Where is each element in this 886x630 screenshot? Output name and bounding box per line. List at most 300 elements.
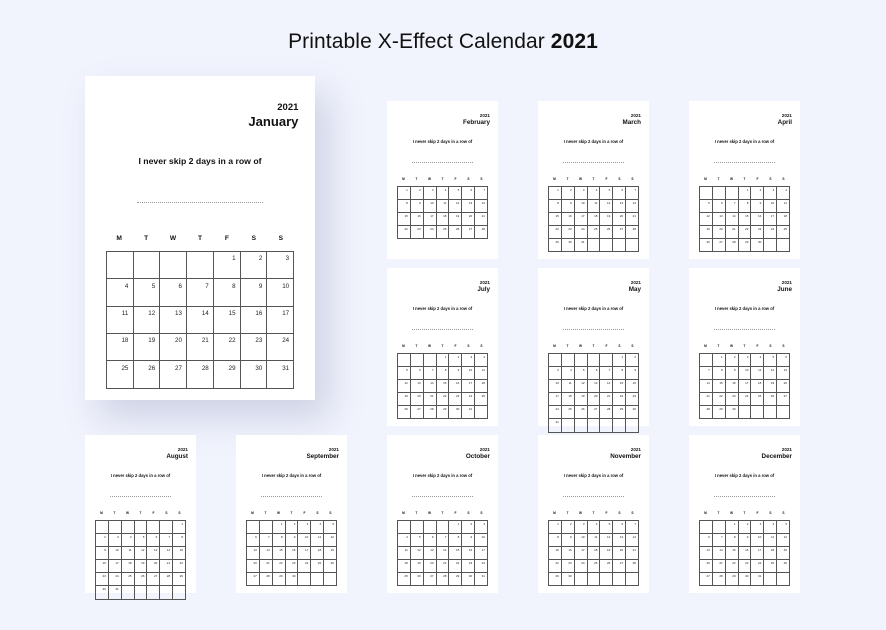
- day-cell: [449, 380, 462, 393]
- day-number: 11: [128, 547, 132, 552]
- day-cell: [260, 573, 273, 586]
- day-cell: [600, 406, 613, 419]
- day-cell: [777, 239, 790, 252]
- habit-goal-text: I never skip 2 days in a row of: [563, 306, 624, 311]
- day-number: 17: [304, 547, 309, 552]
- day-number: 1: [457, 521, 460, 526]
- day-number: 16: [568, 213, 572, 218]
- day-cell: [588, 239, 601, 252]
- day-cell: [241, 307, 268, 334]
- day-number: 11: [481, 367, 485, 372]
- goal-dotted-line: [714, 329, 775, 330]
- weekday-6: S: [278, 234, 283, 242]
- day-number: 4: [406, 534, 408, 539]
- day-cell: [96, 560, 109, 573]
- day-number: 8: [733, 534, 736, 539]
- day-number: 26: [783, 561, 787, 566]
- goal-dotted-line: [563, 496, 624, 497]
- weekday-2: W: [125, 511, 129, 515]
- day-number: 25: [317, 561, 322, 566]
- day-cell: [437, 187, 450, 200]
- day-number: 21: [732, 227, 736, 232]
- day-cell: [173, 586, 186, 599]
- day-number: 14: [481, 200, 485, 205]
- month-name: October: [465, 453, 490, 460]
- day-cell: [562, 560, 575, 573]
- weekday-2: W: [169, 234, 177, 242]
- weekday-4: F: [756, 344, 759, 348]
- day-cell: [187, 334, 214, 361]
- day-cell: [613, 239, 626, 252]
- day-number: 25: [757, 394, 762, 399]
- day-cell: [562, 393, 575, 406]
- day-number: 29: [555, 240, 559, 245]
- day-number: 9: [258, 282, 263, 290]
- day-cell: [613, 573, 626, 586]
- day-number: 26: [770, 394, 775, 399]
- day-cell: [411, 521, 424, 534]
- day-cell: [751, 560, 764, 573]
- day-cell: [214, 252, 241, 279]
- day-cell: [613, 560, 626, 573]
- day-cell: [462, 406, 475, 419]
- weekday-6: S: [631, 511, 634, 515]
- day-cell: [160, 521, 173, 534]
- day-cell: [764, 380, 777, 393]
- day-cell: [626, 226, 639, 239]
- day-number: 22: [443, 394, 447, 399]
- day-cell: [241, 361, 268, 388]
- year-label: 2021: [630, 447, 641, 452]
- weekday-0: M: [100, 511, 103, 515]
- day-cell: [107, 307, 134, 334]
- weekday-3: T: [290, 511, 293, 515]
- day-cell: [777, 534, 790, 547]
- day-cell: [96, 586, 109, 599]
- day-number: 4: [595, 521, 598, 526]
- weekday-2: W: [427, 177, 431, 181]
- weekday-header-row: [699, 512, 790, 515]
- weekday-3: T: [743, 344, 746, 348]
- weekday-2: W: [729, 344, 733, 348]
- day-grid: [699, 186, 790, 253]
- day-number: 7: [721, 534, 723, 539]
- day-number: 12: [330, 534, 334, 539]
- day-number: 7: [483, 187, 485, 192]
- day-cell: [424, 380, 437, 393]
- day-cell: [575, 419, 588, 432]
- day-cell: [575, 393, 588, 406]
- day-number: 26: [330, 561, 334, 566]
- day-number: 31: [468, 407, 473, 412]
- day-number: 13: [783, 367, 787, 372]
- day-cell: [462, 573, 475, 586]
- year-label: 2021: [630, 113, 641, 118]
- day-cell: [173, 521, 186, 534]
- day-cell: [398, 380, 411, 393]
- day-cell: [549, 354, 562, 367]
- day-grid: [246, 520, 337, 587]
- weekday-0: M: [704, 511, 707, 515]
- weekday-4: F: [605, 344, 608, 348]
- day-number: 28: [443, 574, 447, 579]
- day-grid: [106, 251, 295, 389]
- day-number: 20: [594, 394, 598, 399]
- day-number: 14: [443, 547, 447, 552]
- day-number: 23: [757, 227, 762, 232]
- day-number: 20: [430, 561, 434, 566]
- day-number: 24: [745, 394, 749, 399]
- day-cell: [575, 560, 588, 573]
- day-number: 21: [443, 561, 447, 566]
- day-cell: [398, 393, 411, 406]
- day-cell: [588, 213, 601, 226]
- day-cell: [751, 380, 764, 393]
- day-cell: [626, 380, 639, 393]
- day-number: 4: [483, 354, 485, 359]
- goal-dotted-line: [137, 202, 263, 203]
- day-number: 29: [179, 574, 183, 579]
- weekday-0: M: [553, 344, 556, 348]
- day-number: 3: [557, 367, 559, 372]
- weekday-4: F: [454, 511, 457, 515]
- day-number: 10: [481, 534, 485, 539]
- day-cell: [575, 213, 588, 226]
- day-number: 24: [304, 561, 309, 566]
- day-cell: [286, 547, 299, 560]
- weekday-5: S: [467, 511, 470, 515]
- month-card-april: [689, 101, 800, 259]
- day-number: 5: [419, 534, 421, 539]
- day-cell: [311, 560, 324, 573]
- habit-goal-text: I never skip 2 days in a row of: [412, 473, 473, 478]
- day-cell: [575, 367, 588, 380]
- day-cell: [437, 367, 450, 380]
- weekday-4: F: [303, 511, 306, 515]
- day-cell: [135, 547, 148, 560]
- day-cell: [437, 534, 450, 547]
- year-label: 2021: [328, 447, 339, 452]
- day-number: 3: [117, 534, 119, 539]
- habit-goal-text: I never skip 2 days in a row of: [412, 139, 473, 144]
- day-number: 2: [258, 255, 263, 263]
- day-cell: [588, 534, 601, 547]
- month-name: July: [477, 286, 490, 293]
- month-card-november: [538, 435, 649, 593]
- day-cell: [700, 187, 713, 200]
- day-number: 31: [481, 574, 485, 579]
- day-cell: [107, 361, 134, 388]
- weekday-4: F: [605, 511, 608, 515]
- day-number: 23: [255, 337, 263, 345]
- weekday-1: T: [717, 177, 720, 181]
- day-number: 16: [757, 213, 762, 218]
- day-cell: [324, 534, 337, 547]
- day-number: 16: [732, 380, 736, 385]
- day-cell: [613, 547, 626, 560]
- day-number: 17: [481, 547, 485, 552]
- day-number: 9: [746, 534, 749, 539]
- day-cell: [726, 354, 739, 367]
- day-cell: [214, 279, 241, 306]
- day-number: 10: [304, 534, 309, 539]
- day-cell: [588, 367, 601, 380]
- day-number: 8: [444, 367, 447, 372]
- weekday-6: S: [782, 344, 785, 348]
- day-cell: [437, 380, 450, 393]
- month-name: August: [166, 453, 188, 460]
- day-cell: [398, 226, 411, 239]
- day-number: 1: [621, 354, 624, 359]
- day-cell: [260, 547, 273, 560]
- day-number: 18: [481, 380, 485, 385]
- weekday-1: T: [264, 511, 267, 515]
- day-cell: [575, 406, 588, 419]
- day-grid: [397, 186, 488, 240]
- day-number: 12: [404, 380, 408, 385]
- day-number: 17: [555, 394, 559, 399]
- day-cell: [173, 547, 186, 560]
- day-cell: [411, 547, 424, 560]
- day-number: 1: [444, 354, 447, 359]
- day-number: 27: [468, 227, 473, 232]
- day-cell: [600, 560, 613, 573]
- day-cell: [286, 560, 299, 573]
- day-cell: [751, 547, 764, 560]
- year-label: 2021: [277, 101, 299, 113]
- weekday-1: T: [566, 511, 569, 515]
- day-number: 12: [148, 309, 156, 317]
- month-name: April: [777, 119, 792, 126]
- weekday-5: S: [769, 511, 772, 515]
- day-cell: [713, 200, 726, 213]
- day-number: 18: [594, 547, 598, 552]
- day-number: 24: [757, 561, 762, 566]
- day-cell: [109, 521, 122, 534]
- day-cell: [700, 200, 713, 213]
- day-number: 24: [581, 561, 585, 566]
- day-number: 6: [431, 534, 434, 539]
- day-cell: [398, 200, 411, 213]
- day-number: 27: [719, 240, 723, 245]
- day-number: 27: [619, 561, 624, 566]
- day-number: 19: [141, 561, 145, 566]
- day-cell: [424, 367, 437, 380]
- day-cell: [135, 573, 148, 586]
- day-cell: [713, 367, 726, 380]
- weekday-header-row: [95, 512, 186, 515]
- day-cell: [600, 226, 613, 239]
- month-name: June: [777, 286, 792, 293]
- weekday-4: F: [454, 344, 457, 348]
- day-cell: [187, 361, 214, 388]
- day-number: 30: [568, 240, 572, 245]
- day-cell: [475, 521, 488, 534]
- day-number: 4: [570, 367, 572, 372]
- day-cell: [437, 200, 450, 213]
- day-cell: [600, 187, 613, 200]
- month-card-september: [236, 435, 347, 593]
- day-cell: [214, 361, 241, 388]
- day-number: 7: [168, 534, 171, 539]
- month-name: February: [463, 119, 490, 126]
- day-cell: [134, 307, 161, 334]
- day-number: 3: [772, 187, 775, 192]
- day-cell: [600, 573, 613, 586]
- day-number: 8: [406, 200, 408, 205]
- day-cell: [187, 252, 214, 279]
- day-number: 10: [770, 200, 775, 205]
- day-cell: [398, 406, 411, 419]
- day-cell: [562, 239, 575, 252]
- day-cell: [613, 380, 626, 393]
- day-number: 5: [457, 187, 460, 192]
- day-cell: [764, 547, 777, 560]
- day-number: 1: [557, 187, 559, 192]
- day-number: 25: [594, 227, 598, 232]
- day-grid: [699, 520, 790, 587]
- day-number: 8: [621, 367, 624, 372]
- day-cell: [411, 573, 424, 586]
- day-number: 14: [430, 380, 434, 385]
- month-card-march: [538, 101, 649, 259]
- weekday-2: W: [578, 511, 582, 515]
- day-number: 12: [606, 200, 611, 205]
- day-number: 17: [430, 213, 434, 218]
- day-number: 29: [719, 407, 723, 412]
- day-number: 3: [582, 187, 585, 192]
- day-number: 18: [783, 213, 787, 218]
- day-cell: [449, 393, 462, 406]
- day-cell: [260, 521, 273, 534]
- day-cell: [411, 406, 424, 419]
- day-cell: [449, 573, 462, 586]
- day-number: 6: [419, 367, 421, 372]
- day-cell: [475, 226, 488, 239]
- day-cell: [462, 187, 475, 200]
- day-number: 24: [581, 227, 585, 232]
- day-number: 8: [457, 534, 460, 539]
- day-cell: [187, 279, 214, 306]
- day-number: 22: [455, 561, 460, 566]
- day-cell: [713, 521, 726, 534]
- year-label: 2021: [479, 447, 490, 452]
- day-number: 31: [757, 574, 762, 579]
- weekday-6: S: [178, 511, 181, 515]
- day-cell: [475, 560, 488, 573]
- day-number: 28: [719, 574, 723, 579]
- day-number: 6: [255, 534, 257, 539]
- day-cell: [764, 187, 777, 200]
- weekday-6: S: [782, 511, 785, 515]
- day-number: 16: [468, 547, 473, 552]
- day-cell: [286, 521, 299, 534]
- day-number: 25: [770, 561, 775, 566]
- weekday-3: T: [441, 177, 444, 181]
- day-number: 8: [232, 282, 236, 290]
- day-number: 28: [481, 227, 485, 232]
- day-cell: [437, 547, 450, 560]
- day-cell: [562, 521, 575, 534]
- day-cell: [626, 213, 639, 226]
- day-number: 30: [732, 407, 736, 412]
- day-cell: [437, 393, 450, 406]
- day-cell: [600, 534, 613, 547]
- day-cell: [298, 573, 311, 586]
- day-number: 13: [619, 534, 624, 539]
- day-cell: [726, 187, 739, 200]
- day-cell: [626, 354, 639, 367]
- day-cell: [588, 380, 601, 393]
- day-cell: [398, 547, 411, 560]
- day-number: 30: [468, 574, 473, 579]
- day-number: 11: [121, 309, 129, 317]
- day-number: 10: [757, 534, 762, 539]
- day-number: 18: [443, 213, 447, 218]
- day-number: 22: [555, 561, 559, 566]
- day-cell: [739, 534, 752, 547]
- day-cell: [398, 534, 411, 547]
- day-cell: [411, 560, 424, 573]
- goal-dotted-line: [110, 496, 171, 497]
- day-grid: [699, 353, 790, 420]
- day-number: 20: [719, 227, 723, 232]
- day-number: 3: [582, 521, 585, 526]
- day-number: 23: [292, 561, 296, 566]
- day-number: 20: [175, 337, 182, 345]
- weekday-3: T: [197, 234, 202, 242]
- day-cell: [588, 406, 601, 419]
- day-cell: [600, 200, 613, 213]
- day-cell: [462, 521, 475, 534]
- day-cell: [613, 367, 626, 380]
- day-cell: [764, 406, 777, 419]
- day-cell: [134, 279, 161, 306]
- day-cell: [160, 560, 173, 573]
- day-number: 6: [721, 200, 723, 205]
- day-number: 11: [758, 367, 762, 372]
- day-cell: [713, 560, 726, 573]
- day-number: 31: [555, 420, 559, 425]
- weekday-1: T: [717, 511, 720, 515]
- day-cell: [575, 239, 588, 252]
- day-cell: [549, 200, 562, 213]
- day-cell: [449, 521, 462, 534]
- weekday-3: T: [441, 511, 444, 515]
- day-cell: [777, 367, 790, 380]
- day-number: 1: [746, 187, 749, 192]
- day-cell: [398, 213, 411, 226]
- day-cell: [462, 354, 475, 367]
- day-cell: [700, 380, 713, 393]
- day-cell: [562, 406, 575, 419]
- day-cell: [549, 573, 562, 586]
- day-cell: [241, 252, 268, 279]
- day-cell: [298, 534, 311, 547]
- day-cell: [107, 279, 134, 306]
- day-cell: [424, 187, 437, 200]
- month-card-july: [387, 268, 498, 426]
- day-cell: [160, 547, 173, 560]
- weekday-5: S: [165, 511, 168, 515]
- day-cell: [575, 226, 588, 239]
- day-number: 27: [253, 574, 257, 579]
- day-cell: [424, 406, 437, 419]
- day-cell: [751, 354, 764, 367]
- day-number: 2: [293, 521, 296, 526]
- day-number: 30: [102, 587, 106, 592]
- day-cell: [462, 534, 475, 547]
